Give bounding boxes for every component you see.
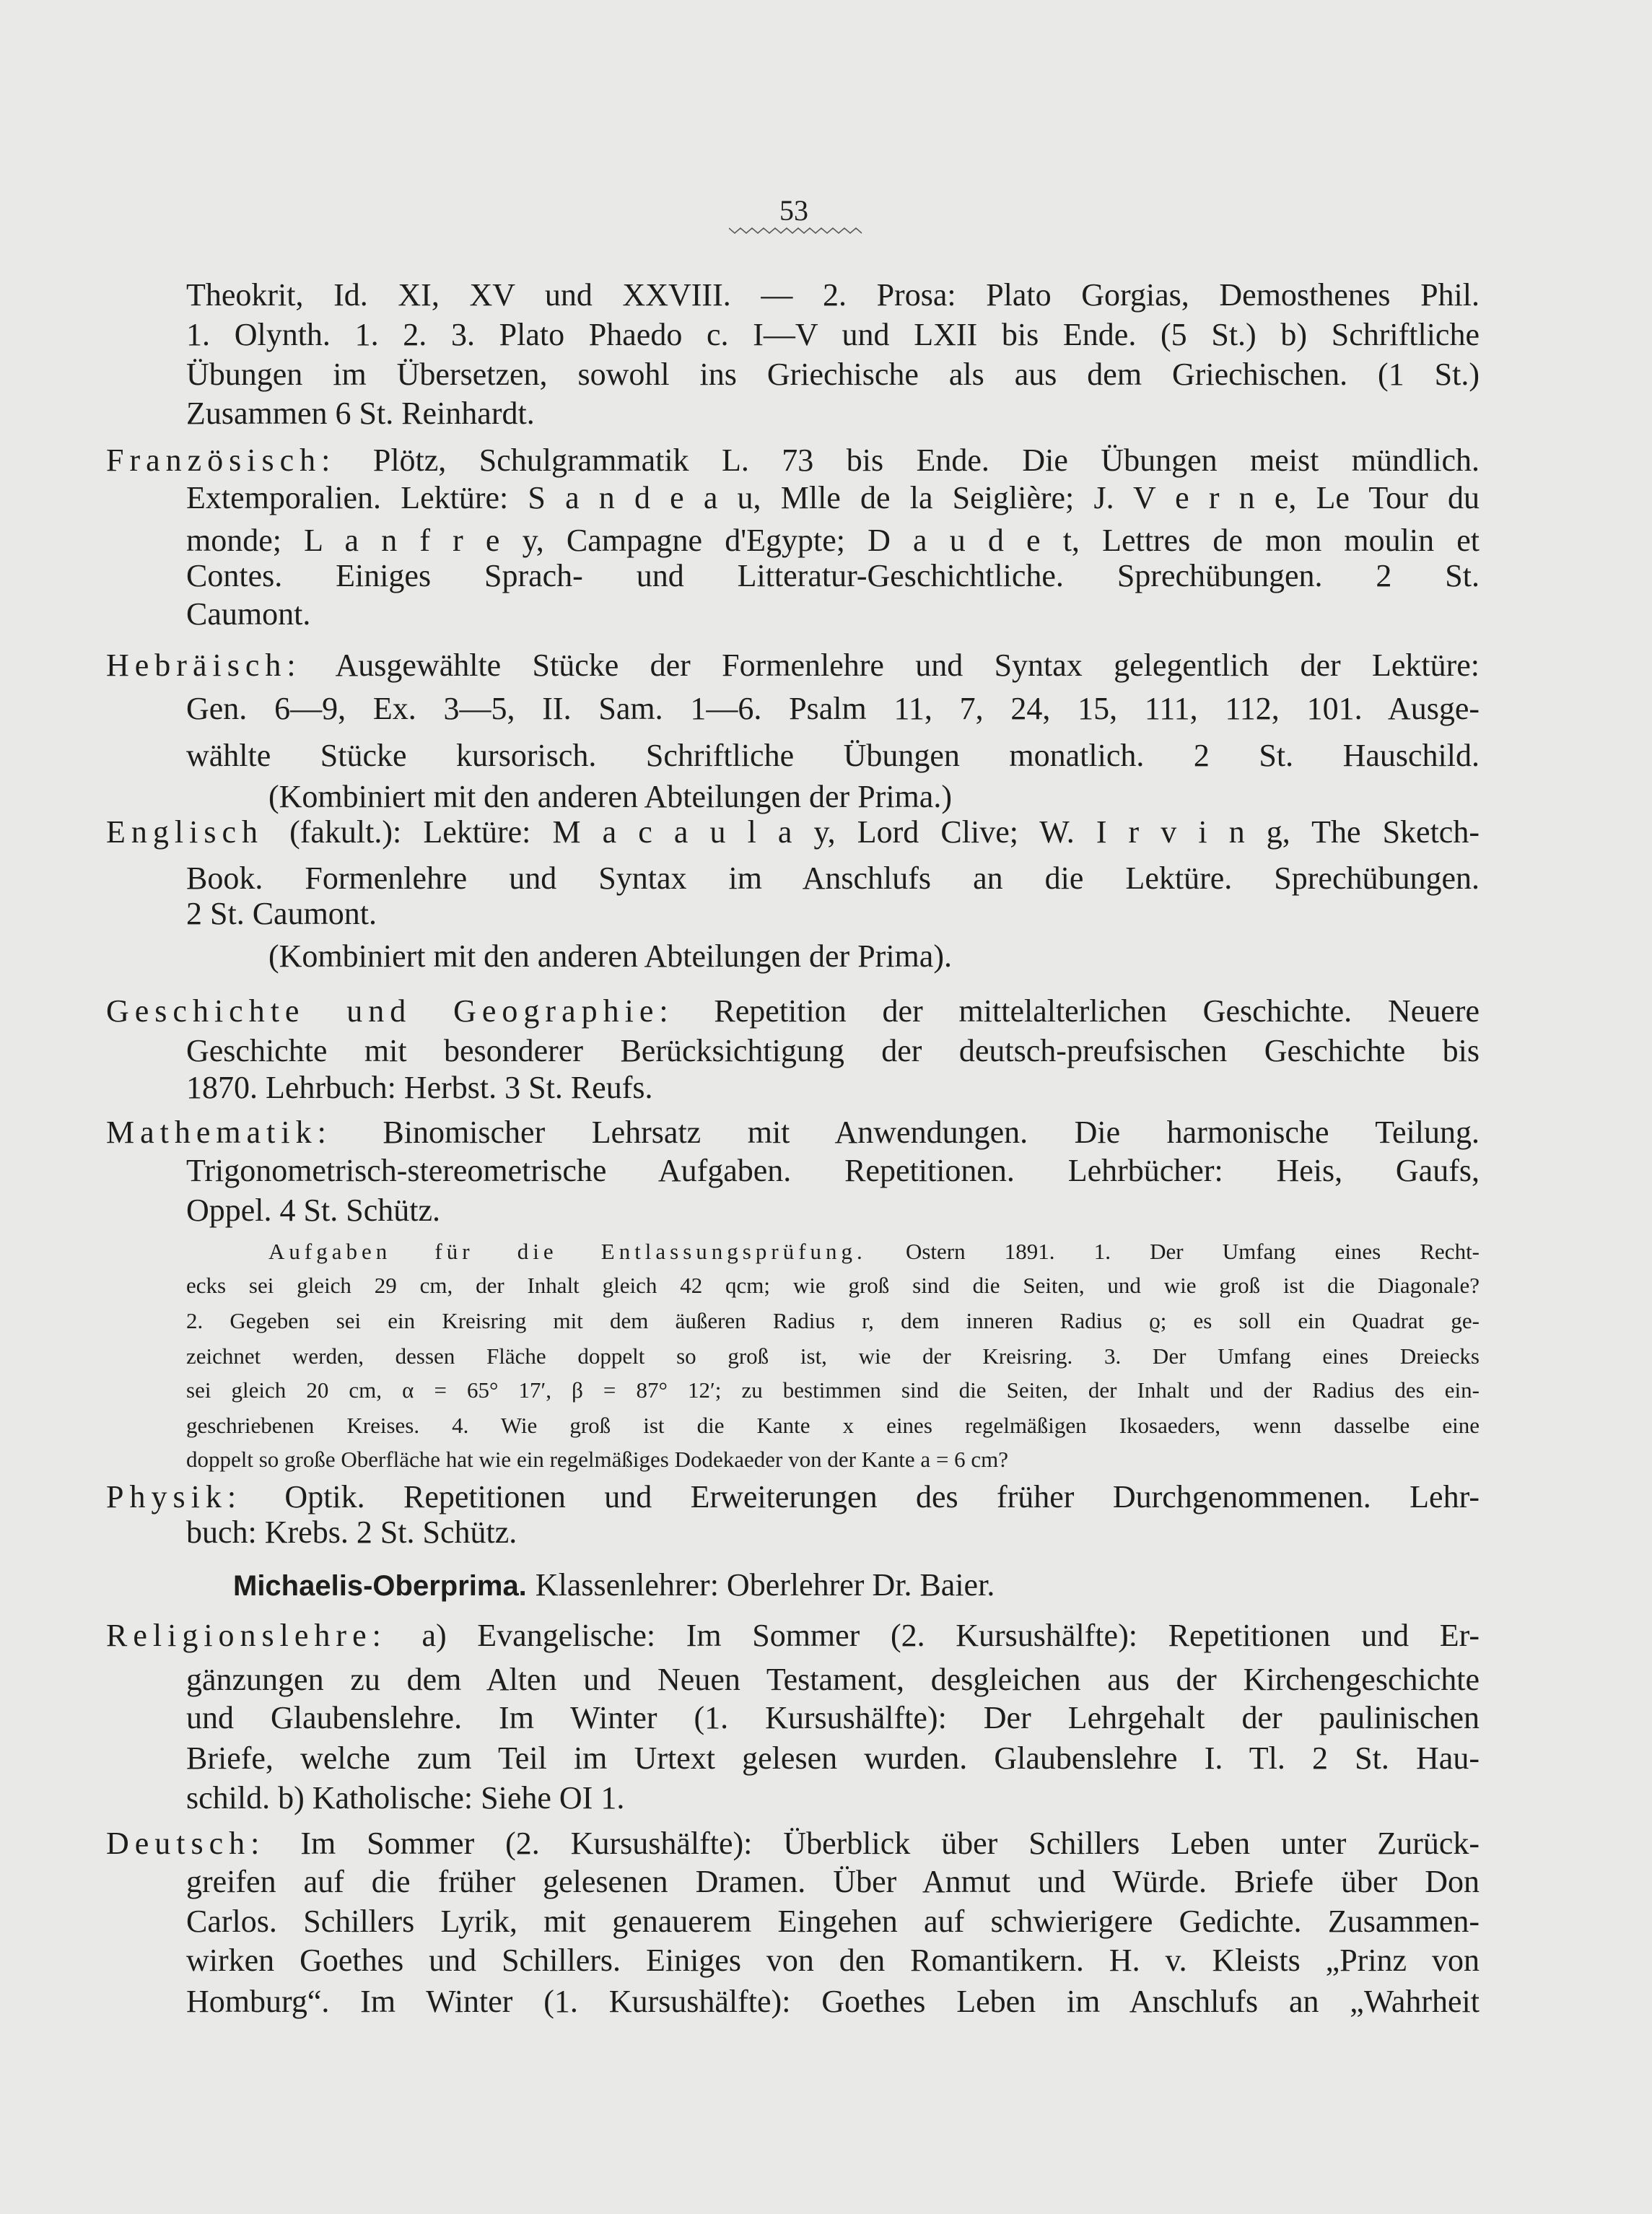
class-title: Michaelis-Oberprima. bbox=[233, 1570, 527, 1602]
section-label: Physik: bbox=[106, 1479, 242, 1515]
class-teacher: Klassenlehrer: Oberlehrer Dr. Baier. bbox=[535, 1567, 995, 1603]
text-line: 2. Gegeben sei ein Kreisring mit dem äußeren Radius r, dem inneren Radius ϱ; es soll ein Quadrat ge- bbox=[186, 1308, 1480, 1333]
text-line: Übungen im Übersetzen, sowohl ins Griechische als aus dem Griechischen. (1 St.) bbox=[186, 357, 1480, 392]
section-physik bbox=[106, 1477, 1480, 1517]
exam-tasks-label: Aufgaben für die Entlassungsprüfung. bbox=[268, 1239, 867, 1264]
section-deutsch bbox=[106, 1823, 1480, 1864]
text-line: a) Evangelische: Im Sommer (2. Kursushälfte): Repetitionen und Er- bbox=[421, 1618, 1480, 1653]
text-line: 1870. Lehrbuch: Herbst. 3 St. Reufs. bbox=[186, 1070, 653, 1105]
section-mathematik bbox=[106, 1112, 1480, 1153]
text-line: Plötz, Schulgrammatik L. 73 bis Ende. Die Übungen meist mündlich. bbox=[372, 443, 1480, 478]
section-religion bbox=[106, 1616, 1480, 1656]
section-label: Mathematik: bbox=[106, 1115, 332, 1150]
text-line: Homburg“. Im Winter (1. Kursushälfte): Goethes Leben im Anschlufs an „Wahrheit bbox=[186, 1984, 1480, 2019]
text-line: und Glaubenslehre. Im Winter (1. Kursushälfte): Der Lehrgehalt der paulinischen bbox=[186, 1700, 1480, 1735]
text-line: Oppel. 4 St. Schütz. bbox=[186, 1193, 440, 1228]
text-line: (fakult.): Lektüre: M a c a u l a y, Lord Clive; W. I r v i n g, The Sketch- bbox=[289, 814, 1480, 850]
text-line: Caumont. bbox=[186, 596, 311, 632]
section-franzoesisch bbox=[106, 440, 1480, 481]
text-line: 2 St. Caumont. bbox=[186, 896, 377, 931]
text-line: Ostern 1891. 1. Der Umfang eines Recht- bbox=[905, 1239, 1480, 1264]
text-line: schild. b) Katholische: Siehe OI 1. bbox=[186, 1780, 625, 1816]
text-line: Binomischer Lehrsatz mit Anwendungen. Die harmonische Teilung. bbox=[383, 1115, 1480, 1150]
text-line: 1. Olynth. 1. 2. 3. Plato Phaedo c. I—V und LXII bis Ende. (5 St.) b) Schriftliche bbox=[186, 317, 1480, 352]
text-line: doppelt so große Oberfläche hat wie ein regelmäßiges Dodekaeder von der Kante a = 6 cm? bbox=[186, 1447, 1009, 1472]
section-englisch bbox=[106, 812, 1480, 853]
section-label: Deutsch: bbox=[106, 1826, 266, 1861]
text-line: Im Sommer (2. Kursushälfte): Überblick über Schillers Leben unter Zurück- bbox=[300, 1826, 1480, 1861]
text-line: wählte Stücke kursorisch. Schriftliche Übungen monatlich. 2 St. Hauschild. bbox=[186, 738, 1480, 773]
section-label: Religionslehre: bbox=[106, 1618, 387, 1653]
text-line: Trigonometrisch-stereometrische Aufgaben. Repetitionen. Lehrbücher: Heis, Gaufs, bbox=[186, 1153, 1480, 1188]
text-line: Book. Formenlehre und Syntax im Anschlufs an die Lektüre. Sprechübungen. bbox=[186, 860, 1480, 896]
text-line: Repetition der mittelalterlichen Geschichte. Neuere bbox=[714, 993, 1480, 1029]
text-line: gänzungen zu dem Alten und Neuen Testament, desgleichen aus der Kirchengeschichte bbox=[186, 1662, 1480, 1697]
text-line: greifen auf die früher gelesenen Dramen. Über Anmut und Würde. Briefe über Don bbox=[186, 1864, 1480, 1899]
section-hebraeisch bbox=[106, 645, 1480, 686]
text-line: Ausgewählte Stücke der Formenlehre und Syntax gelegentlich der Lektüre: bbox=[335, 648, 1480, 683]
text-line: Extemporalien. Lektüre: S a n d e a u, Mlle de la Seiglière; J. V e r n e, Le Tour du bbox=[186, 480, 1480, 515]
section-label: Hebräisch: bbox=[106, 648, 302, 683]
section-label: Französisch: bbox=[106, 443, 336, 478]
text-line: geschriebenen Kreises. 4. Wie groß ist die Kante x eines regelmäßigen Ikosaeders, wenn dasselbe eine bbox=[186, 1413, 1480, 1438]
section-label: Englisch bbox=[106, 814, 263, 850]
text-line: wirken Goethes und Schillers. Einiges von den Romantikern. H. v. Kleists „Prinz von bbox=[186, 1943, 1480, 1978]
text-line: buch: Krebs. 2 St. Schütz. bbox=[186, 1515, 517, 1550]
class-heading bbox=[233, 1565, 1460, 1606]
text-line: monde; L a n f r e y, Campagne d'Egypte; D a u d e t, Lettres de mon moulin et bbox=[186, 523, 1480, 558]
page-number: 53 bbox=[779, 194, 808, 227]
ornament-divider bbox=[729, 225, 866, 235]
text-line: (Kombiniert mit den anderen Abteilungen der Prima). bbox=[268, 938, 952, 974]
text-line: zeichnet werden, dessen Fläche doppelt so groß ist, wie der Kreisring. 3. Der Umfang eines Dreiecks bbox=[186, 1343, 1480, 1369]
exam-tasks bbox=[268, 1236, 1480, 1268]
text-line: (Kombiniert mit den anderen Abteilungen der Prima.) bbox=[268, 779, 952, 814]
section-label: Geschichte und Geographie: bbox=[106, 993, 674, 1029]
text-line: Zusammen 6 St. Reinhardt. bbox=[186, 396, 535, 431]
text-line: Briefe, welche zum Teil im Urtext gelesen wurden. Glaubenslehre I. Tl. 2 St. Hau- bbox=[186, 1740, 1480, 1776]
text-line: Gen. 6—9, Ex. 3—5, II. Sam. 1—6. Psalm 11, 7, 24, 15, 111, 112, 101. Ausge- bbox=[186, 691, 1480, 726]
text-line: Carlos. Schillers Lyrik, mit genauerem Eingehen auf schwierigere Gedichte. Zusammen- bbox=[186, 1904, 1480, 1939]
text-line: Contes. Einiges Sprach- und Litteratur-Geschichtliche. Sprechübungen. 2 St. bbox=[186, 558, 1480, 593]
section-geschichte bbox=[106, 991, 1480, 1032]
text-line: ecks sei gleich 29 cm, der Inhalt gleich 42 qcm; wie groß sind die Seiten, und wie groß ist die Diagonale? bbox=[186, 1273, 1480, 1298]
text-line: Geschichte mit besonderer Berücksichtigung der deutsch-preufsischen Geschichte bis bbox=[186, 1033, 1480, 1068]
text-line: Optik. Repetitionen und Erweiterungen des früher Durchgenommenen. Lehr- bbox=[284, 1479, 1480, 1515]
text-line: sei gleich 20 cm, α = 65° 17′, β = 87° 12′; zu bestimmen sind die Seiten, der Inhalt und der Radius des ein- bbox=[186, 1377, 1480, 1403]
text-line: Theokrit, Id. XI, XV und XXVIII. — 2. Prosa: Plato Gorgias, Demosthenes Phil. bbox=[186, 277, 1480, 313]
